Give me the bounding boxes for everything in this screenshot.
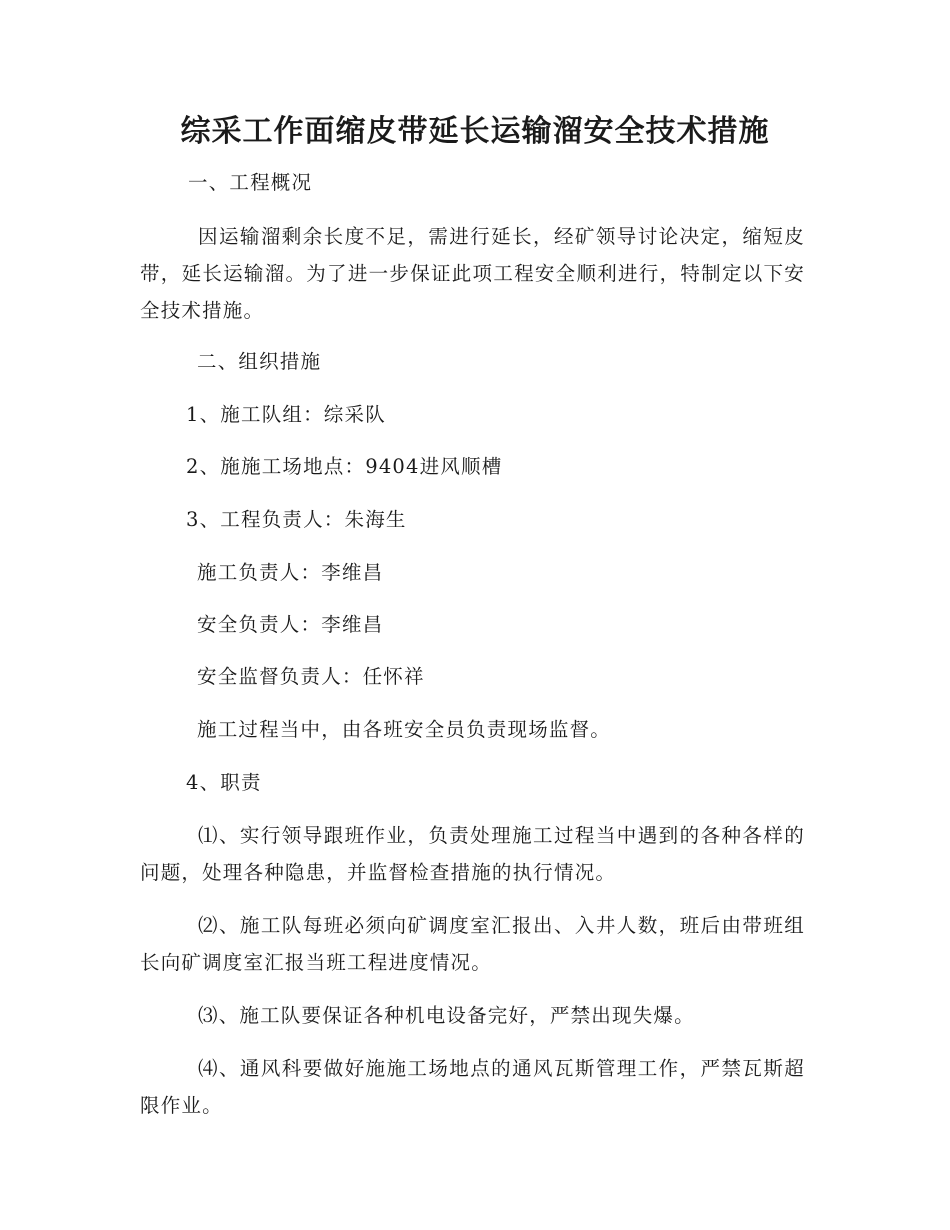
supervision-note: 施工过程当中，由各班安全员负责现场监督。 <box>197 718 612 741</box>
section-heading-overview: 一、工程概况 <box>188 171 313 194</box>
overview-paragraph: 因运输溜剩余长度不足，需进行延长，经矿领导讨论决定，缩短皮带，延长运输溜。为了进一步保证此项工程安全顺利进行，特制定以下安全技术措施。 <box>140 225 805 322</box>
duty-paragraph-3: ⑶、施工队要保证各种机电设备完好，严禁出现失爆。 <box>198 1004 695 1027</box>
list-item-team: 1、施工队组：综采队 <box>186 403 386 426</box>
list-item-project-lead: 3、工程负责人：朱海生 <box>186 508 407 531</box>
duty-paragraph-2: ⑵、施工队每班必须向矿调度室汇报出、入井人数，班后由带班组长向矿调度室汇报当班工程进度情况。 <box>140 914 805 974</box>
safety-lead: 安全负责人：李维昌 <box>197 613 384 636</box>
list-item-site: 2、施施工场地点：9404进风顺槽 <box>186 455 503 478</box>
section-heading-organization: 二、组织措施 <box>197 350 322 373</box>
construction-lead: 施工负责人：李维昌 <box>197 561 384 584</box>
duty-paragraph-1: ⑴、实行领导跟班作业，负责处理施工过程当中遇到的各种各样的问题，处理各种隐患，并监督检查措施的执行情况。 <box>140 824 805 884</box>
list-item-duties: 4、职责 <box>186 771 262 794</box>
duty-paragraph-4: ⑷、通风科要做好施施工场地点的通风瓦斯管理工作，严禁瓦斯超限作业。 <box>140 1057 805 1117</box>
supervision-lead: 安全监督负责人：任怀祥 <box>197 665 425 688</box>
document-title: 综采工作面缩皮带延长运输溜安全技术措施 <box>180 114 770 149</box>
